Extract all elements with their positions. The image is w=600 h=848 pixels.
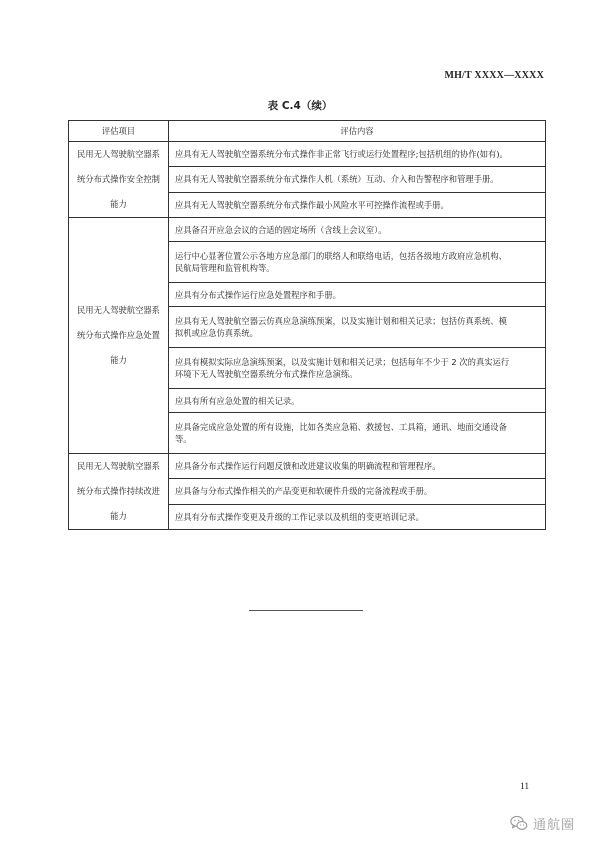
evaluation-content-line: 民航局管理和监管机构等。: [175, 263, 275, 273]
table-row: [69, 454, 546, 479]
evaluation-content-cell: [169, 218, 546, 242]
evaluation-content-line: 应具有无人驾驶航空器系统分布式操作最小风险水平可控操作流程或手册。: [175, 199, 449, 210]
page-number: 11: [520, 782, 530, 792]
table-row: [69, 142, 546, 167]
evaluation-item-line: 统分布式操作应急处置: [77, 330, 160, 340]
evaluation-item-cell: [69, 142, 169, 218]
evaluation-item-line: 民用无人驾驶航空器系: [77, 461, 160, 471]
table-row: [69, 218, 546, 242]
evaluation-content-line: 应具有无人驾驶航空器系统分布式操作非正常飞行或运行处置程序;包括机组的协作(如有)。: [175, 149, 508, 160]
evaluation-content-line: 应具有所有应急处置的相关记录。: [175, 395, 300, 406]
evaluation-item-line: 能力: [110, 355, 127, 365]
header-evaluation-content: 评估内容: [169, 121, 546, 142]
table-header-row: [69, 121, 546, 142]
evaluation-content-cell: [169, 504, 546, 529]
evaluation-item-line: 统分布式操作持续改进: [77, 486, 160, 496]
evaluation-content-line: 拟机或应急仿真系统。: [175, 328, 258, 338]
evaluation-content-line: 等。: [175, 434, 192, 444]
evaluation-content-cell: [169, 454, 546, 479]
evaluation-table: [68, 120, 546, 530]
evaluation-content-line: 应具有模拟实际应急演练预案，以及实施计划和相关记录；包括每年不少于 2 次的真实运行: [175, 357, 510, 367]
evaluation-item-line: 统分布式操作安全控制: [77, 174, 160, 184]
evaluation-item-cell: [69, 454, 169, 530]
evaluation-content-cell: [169, 389, 546, 413]
evaluation-content-cell: [169, 348, 546, 389]
evaluation-item-line: 民用无人驾驶航空器系: [77, 149, 160, 159]
evaluation-content-cell: [169, 413, 546, 454]
evaluation-content-line: 应具备完成应急处置的所有设施，比如各类应急箱、救援包、工具箱，通讯、地面交通设备: [175, 422, 507, 432]
evaluation-content-cell: [169, 307, 546, 348]
footer-rule: [249, 610, 363, 611]
evaluation-content-line: 应具有分布式操作运行应急处置程序和手册。: [175, 289, 341, 300]
evaluation-item-line: 能力: [110, 511, 127, 521]
evaluation-content-line: 环境下无人驾驶航空器系统分布式操作应急演练。: [175, 369, 358, 379]
evaluation-content-line: 应具有分布式操作变更及升级的工作记录以及机组的变更培训记录。: [175, 511, 424, 522]
evaluation-content-line: 运行中心显著位置公示各地方应急部门的联络人和联络电话，包括各级地方政府应急机构、: [175, 251, 507, 261]
evaluation-item-line: 民用无人驾驶航空器系: [77, 305, 160, 315]
evaluation-content-line: 应具有无人驾驶航空器系统分布式操作人机（系统）互动、介入和告警程序和管理手册。: [175, 174, 499, 185]
evaluation-content-cell: [169, 167, 546, 192]
evaluation-item-line: 能力: [110, 199, 127, 209]
evaluation-item-cell: [69, 218, 169, 454]
evaluation-content-cell: [169, 283, 546, 307]
evaluation-content-line: 应具备与分布式操作相关的产品变更和软硬件升级的完备流程或手册。: [175, 486, 433, 497]
header-evaluation-item: 评估项目: [69, 121, 169, 142]
evaluation-content-cell: [169, 192, 546, 217]
watermark-text: 通航圈: [533, 817, 576, 833]
evaluation-content-cell: [169, 242, 546, 283]
table-body: [69, 142, 546, 530]
evaluation-content-line: 应具备召开应急会议的合适的固定场所（含线上会议室）。: [175, 224, 387, 235]
table-caption: 表 C.4（续）: [267, 100, 333, 112]
evaluation-content-cell: [169, 479, 546, 504]
evaluation-content-cell: [169, 142, 546, 167]
standard-code: MH/T XXXX—XXXX: [444, 70, 544, 81]
evaluation-content-line: 应具有无人驾驶航空器云仿真应急演练预案，以及实施计划和相关记录；包括仿真系统、模: [175, 316, 507, 326]
wechat-icon: [509, 814, 529, 832]
watermark: [509, 813, 575, 833]
evaluation-content-line: 应具备分布式操作运行问题反馈和改进建议收集的明确流程和管理程序。: [175, 461, 441, 472]
